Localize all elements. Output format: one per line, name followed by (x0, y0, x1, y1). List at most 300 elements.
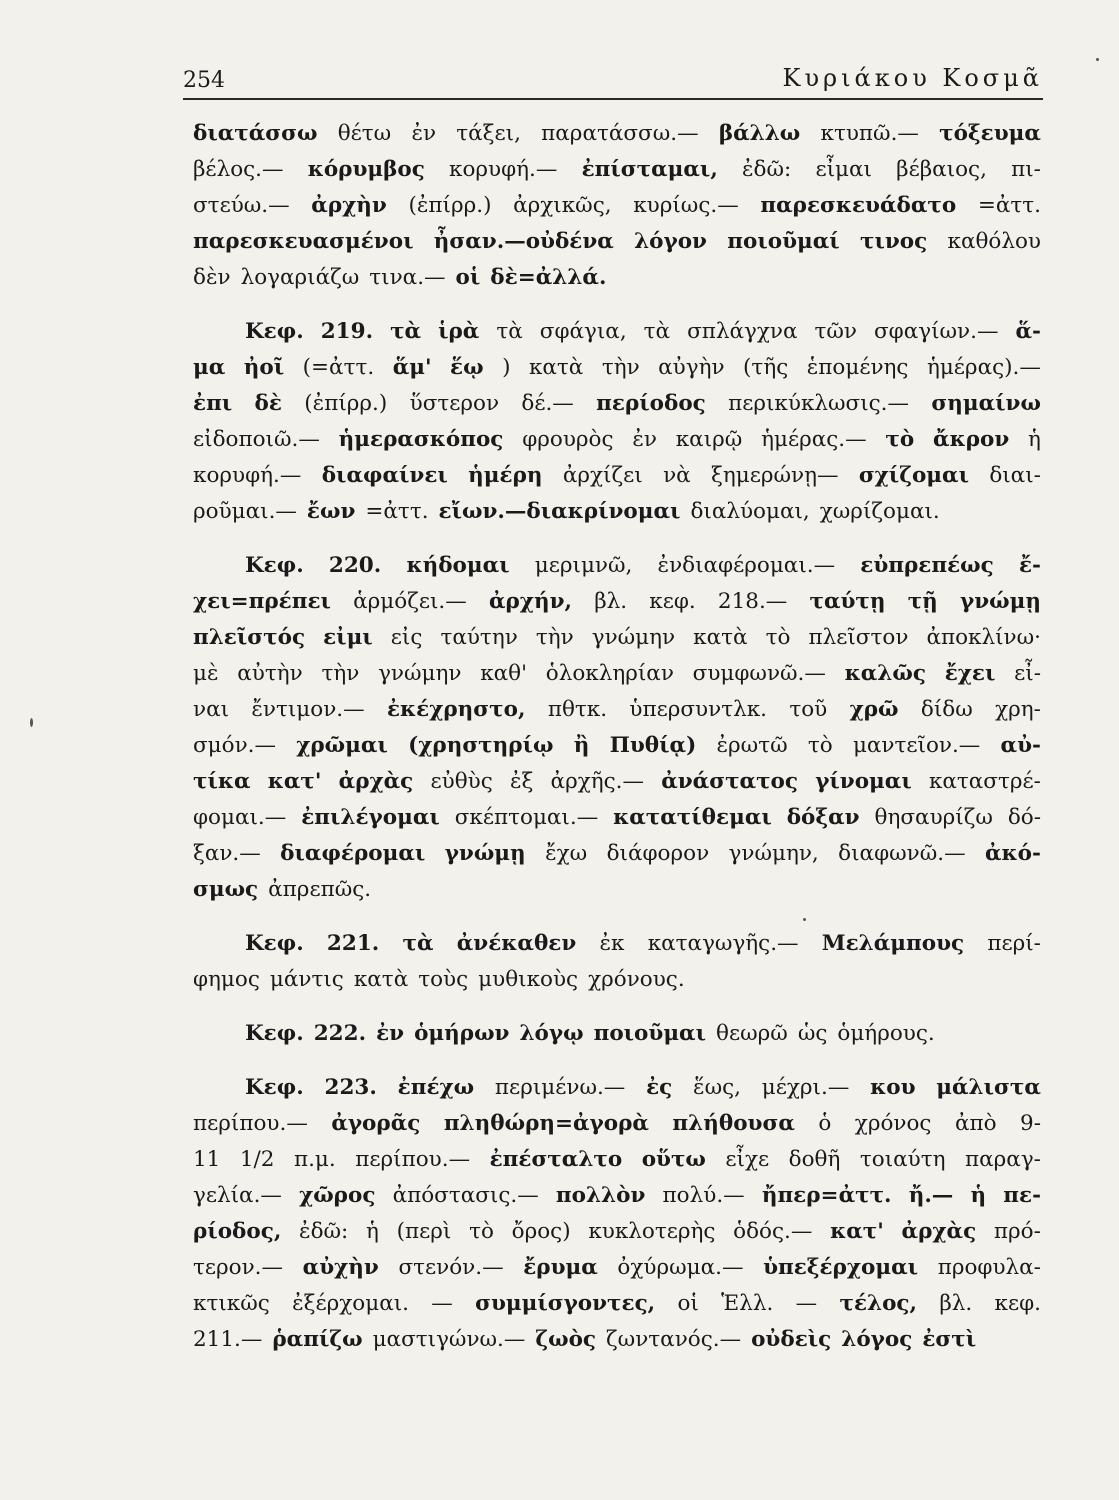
word: Κεφ. (245, 319, 304, 344)
word: 220. (328, 553, 382, 578)
text-line (193, 1178, 1041, 1214)
page-number: 254 (183, 68, 225, 93)
word: τίκα (193, 769, 251, 794)
word: Κεφ. (245, 1075, 304, 1100)
text-line (193, 422, 1041, 458)
word: καταστρέ- (928, 769, 1041, 794)
page-header (183, 62, 1043, 96)
word: τῇ (907, 589, 938, 614)
word: γνώμῃ (444, 841, 526, 866)
word: ἅ- (1015, 319, 1041, 344)
word: πε- (1003, 1183, 1041, 1208)
word: ἡμερασκόπος (338, 427, 504, 452)
word: π.μ. (293, 1147, 336, 1172)
word: φημος (193, 967, 260, 992)
word: βάλλω (718, 121, 801, 146)
word: ὑπεξέρχομαι (763, 1255, 919, 1280)
paragraph-gap (193, 296, 1041, 314)
word: περίπου.— (355, 1147, 471, 1172)
text-line (193, 962, 1041, 998)
paragraph-gap (193, 998, 1041, 1016)
word: πι- (1011, 157, 1041, 182)
word: κορυφή.— (449, 157, 558, 182)
word: ξαν.— (193, 841, 261, 866)
word: φομαι.— (193, 805, 287, 830)
word: — (795, 1291, 818, 1316)
word: μάλιστα (936, 1075, 1041, 1100)
word: συμφωνῶ.— (692, 661, 826, 686)
word: αὐχὴν (302, 1255, 379, 1280)
word: παραγ- (965, 1147, 1041, 1172)
word: κατ' (267, 769, 322, 794)
running-title: Κυριάκου Κοσμᾶ (782, 64, 1043, 92)
word: ἤ.— (908, 1183, 954, 1208)
word: τὰ (390, 319, 422, 344)
word: αὐ- (1000, 733, 1041, 758)
word: κατὰ (528, 355, 584, 380)
word: διαφωνῶ.— (838, 841, 966, 866)
word: καταγωγῆς.— (647, 931, 799, 956)
word: Μελάμπους (821, 931, 965, 956)
word: ἀρχικῶς, (513, 193, 612, 218)
word: μεριμνῶ, (534, 553, 633, 578)
text-line (193, 260, 1041, 296)
word: τοῦ (789, 697, 828, 722)
word: χρόνους. (588, 967, 685, 992)
word: ἐπέσταλτο (489, 1147, 623, 1172)
word: πθτκ. (547, 697, 608, 722)
word: τοιαύτη (859, 1147, 946, 1172)
word: μαστιγώνω.— (372, 1327, 526, 1352)
word: βλ. (939, 1291, 973, 1316)
word: τὴν (601, 355, 640, 380)
word: τάξει, (456, 121, 521, 146)
text-line (193, 1142, 1041, 1178)
word: παρατάσσω.— (541, 121, 699, 146)
text-line (193, 1322, 1041, 1358)
word: =ἀττ. (365, 499, 429, 524)
word: δὲ=ἀλλά. (490, 265, 607, 290)
word: ἐκέχρηστο, (386, 697, 526, 722)
word: ὡς (797, 1021, 828, 1046)
word: μυθικοὺς (478, 967, 579, 992)
word: καθ' (480, 661, 528, 686)
word: ἀκό- (985, 841, 1041, 866)
scan-speck (803, 918, 806, 921)
word: δόξαν (786, 805, 860, 830)
word: (ἐπίρρ.) (408, 193, 492, 218)
scan-speck (30, 718, 33, 727)
word: λόγον (634, 229, 707, 254)
word: ) (502, 355, 511, 380)
text-line (193, 620, 1041, 656)
paragraph (193, 1070, 1041, 1358)
word: παρεσκευασμένοι (193, 229, 414, 254)
word: ἤπερ=ἀττ. (761, 1183, 892, 1208)
word: σπλάγχνα (687, 319, 798, 344)
word: ἔρυμα (523, 1255, 598, 1280)
word: γίνομαι (815, 769, 912, 794)
word: διαι- (989, 463, 1041, 488)
word: (=ἀττ. (302, 355, 375, 380)
word: ἐν (376, 1021, 405, 1046)
word: Ἑλλ. (721, 1291, 774, 1316)
word: περίοδος (596, 391, 706, 416)
word: προφυλα- (937, 1255, 1041, 1280)
text-line (193, 872, 1041, 908)
word: τόξευμα (939, 121, 1041, 146)
word: τερον.— (193, 1255, 284, 1280)
word: ἀρχίζει (562, 463, 643, 488)
word: Κεφ. (245, 1021, 304, 1046)
word: σημαίνω (931, 391, 1041, 416)
word: βέλος.— (193, 157, 284, 182)
word: στενόν.— (398, 1255, 504, 1280)
word: 223. (324, 1075, 377, 1100)
word: κατ' (830, 1219, 884, 1244)
word: χρόνος (854, 1111, 932, 1136)
word: κορυφή.— (193, 463, 302, 488)
text-line (193, 1016, 1041, 1052)
word: φρουρὸς (522, 427, 614, 452)
word: μὲ (193, 661, 219, 686)
word: ἀπόστασις.— (392, 1183, 539, 1208)
word: τὴν (321, 661, 360, 686)
word: ἕῳ (450, 355, 484, 380)
word: Κεφ. (245, 931, 304, 956)
word: ἐπι (193, 391, 233, 416)
word: ἠοῖ (243, 355, 285, 380)
word: οὐδεὶς (751, 1327, 832, 1352)
word: στεύω.— (193, 193, 290, 218)
word: καθόλου (947, 229, 1041, 254)
word: 9- (1020, 1111, 1041, 1136)
paragraph (193, 314, 1041, 530)
word: =ἀττ. (977, 193, 1041, 218)
word: θέτω (337, 121, 392, 146)
word: κυρίως.— (633, 193, 739, 218)
word: δέ.— (521, 391, 574, 416)
word: θεωρῶ (716, 1021, 788, 1046)
word: ζωὸς (535, 1327, 597, 1352)
word: χρη- (995, 697, 1041, 722)
word: λόγῳ (519, 1021, 584, 1046)
word: ἐκ (599, 931, 625, 956)
word: πλεῖστον (808, 625, 909, 650)
word: τὰ (402, 931, 434, 956)
word: ξημερώνῃ— (711, 463, 839, 488)
word: εὐθὺς (430, 769, 493, 794)
word: ζωντανός.— (606, 1327, 742, 1352)
word: ἀποκλίνω· (926, 625, 1041, 650)
word: σμόν.— (193, 733, 276, 758)
text-line (193, 350, 1041, 386)
text-line (193, 314, 1041, 350)
word: πολύ.— (662, 1183, 745, 1208)
word: διατάσσω (193, 121, 318, 146)
word: ἔων (306, 499, 356, 524)
word: ὁμήρους. (837, 1021, 935, 1046)
word: ὁμήρων (414, 1021, 510, 1046)
commentary-body (193, 116, 1041, 1358)
word: Κεφ. (245, 553, 304, 578)
word: ἐρωτῶ (716, 733, 788, 758)
text-line (193, 584, 1041, 620)
text-line (193, 800, 1041, 836)
word: γελία.— (193, 1183, 282, 1208)
word: λόγος (841, 1327, 913, 1352)
word: εἶ- (1014, 661, 1041, 686)
word: τὸ (765, 625, 791, 650)
word: ἐς (646, 1075, 673, 1100)
word: μέχρι.— (761, 1075, 850, 1100)
word: κου (870, 1075, 916, 1100)
word: ἀρχὰς (901, 1219, 977, 1244)
word: περικύκλωσις.— (728, 391, 910, 416)
word: κεφ. (649, 589, 696, 614)
word: 218.— (717, 589, 788, 614)
word: τοὺς (418, 967, 469, 992)
paragraph (193, 548, 1041, 908)
word: ἔχει (944, 661, 996, 686)
word: ἀπρεπῶς. (268, 877, 372, 902)
word: τὸ (469, 1219, 494, 1244)
word: ἕως, (693, 1075, 741, 1100)
word: κήδομαι (406, 553, 510, 578)
word: ἀπὸ (954, 1111, 997, 1136)
word: (περὶ (396, 1219, 452, 1244)
word: εἶχε (725, 1147, 770, 1172)
word: αὐγὴν (658, 355, 725, 380)
word: τὰ (496, 319, 523, 344)
word: ἐν (411, 121, 437, 146)
word: μα (193, 355, 226, 380)
word: χρῶμαι (296, 733, 388, 758)
word: γνώμην (591, 625, 676, 650)
word: ἀρχήν, (488, 589, 572, 614)
text-line (193, 692, 1041, 728)
word: ὁδός.— (733, 1219, 813, 1244)
word: μαντεῖον.— (852, 733, 981, 758)
word: 11 (193, 1147, 221, 1172)
word: ποιοῦμαι (593, 1021, 707, 1046)
word: τὴν (535, 625, 574, 650)
scan-speck (1096, 58, 1099, 61)
word: διάφορον (606, 841, 710, 866)
word: ταύτῃ (809, 589, 886, 614)
word: ἡ (1028, 427, 1041, 452)
word: κατὰ (693, 625, 748, 650)
word: ἀρχὴν (311, 193, 387, 218)
word: ὀχύρωμα.— (617, 1255, 744, 1280)
word: δό- (1007, 805, 1041, 830)
word: τὸ (807, 733, 833, 758)
word: αὐτὴν (237, 661, 303, 686)
word: εἰς (390, 625, 423, 650)
word: χῶρος (299, 1183, 376, 1208)
word: ῥαπίζω (272, 1327, 363, 1352)
word: ἅμ' (392, 355, 432, 380)
word: 211.— (193, 1327, 263, 1352)
text-line (193, 728, 1041, 764)
word: ἐπέχω (397, 1075, 475, 1100)
word: καλῶς (844, 661, 926, 686)
text-line (193, 1250, 1041, 1286)
word: γνώμην, (728, 841, 819, 866)
word: κόρυμβος (307, 157, 425, 182)
word: ἦσαν.—οὐδένα (433, 229, 614, 254)
word: τῶν (814, 319, 857, 344)
paragraph-gap (193, 530, 1041, 548)
word: σκέπτομαι.— (454, 805, 599, 830)
word: δίδω (920, 697, 973, 722)
word: βέβαιος, (896, 157, 987, 182)
word: ἱρὰ (438, 319, 480, 344)
word: ἔντιμον.— (251, 697, 365, 722)
word: ἐνδιαφέρομαι.— (657, 553, 836, 578)
word: ἀνάστατος (661, 769, 798, 794)
word: οὕτω (641, 1147, 706, 1172)
word: δὲν (193, 265, 231, 290)
word: (τῆς (743, 355, 789, 380)
word: ποιοῦμαί (727, 229, 840, 254)
text-line (193, 1286, 1041, 1322)
word: χρῶ (849, 697, 899, 722)
word: ροῦμαι.— (193, 499, 297, 524)
word: ἄκρον (933, 427, 1010, 452)
word: (ἐπίρρ.) (304, 391, 388, 416)
word: τὰ (643, 319, 671, 344)
word: κεφ. (994, 1291, 1041, 1316)
word: τέλος, (839, 1291, 918, 1316)
word: ἀγορᾶς (331, 1111, 421, 1136)
word: ἐπιλέγομαι (301, 805, 440, 830)
paragraph (193, 1016, 1041, 1052)
word: περί- (987, 931, 1041, 956)
word: 219. (320, 319, 374, 344)
text-line (193, 926, 1041, 962)
word: συμμίσγοντες, (475, 1291, 656, 1316)
word: τὸ (885, 427, 915, 452)
word: πλεῖστός (193, 625, 306, 650)
word: 1/2 (239, 1147, 275, 1172)
word: ἐπίσταμαι, (581, 157, 718, 182)
word: — (431, 1291, 453, 1316)
word: (χρηστηρίῳ (408, 733, 554, 758)
word: κατατίθεμαι (613, 805, 772, 830)
word: δοθῆ (788, 1147, 841, 1172)
text-line (193, 152, 1041, 188)
word: πλήθουσα (672, 1111, 795, 1136)
word: θησαυρίζω (874, 805, 993, 830)
word: ἀνέκαθεν (456, 931, 577, 956)
word: ρίοδος, (193, 1219, 282, 1244)
word: σφάγια, (539, 319, 627, 344)
word: ἐξέρχομαι. (292, 1291, 409, 1316)
word: κτικῶς (193, 1291, 270, 1316)
word: ταύτην (440, 625, 518, 650)
word: εἴων.—διακρίνομαι (438, 499, 681, 524)
text-line (193, 386, 1041, 422)
text-line (193, 458, 1041, 494)
word: λογαριάζω (240, 265, 360, 290)
word: μάντις (269, 967, 344, 992)
word: χει=πρέπει (193, 589, 331, 614)
word: διαφέρομαι (280, 841, 426, 866)
word: δὲ (254, 391, 282, 416)
word: ἢ (573, 733, 590, 758)
word: διαφαίνει (321, 463, 448, 488)
word: νὰ (663, 463, 691, 488)
word: πολλὸν (555, 1183, 646, 1208)
header-rule (183, 98, 1043, 100)
word: ναι (193, 697, 230, 722)
word: ἐδῶ: (742, 157, 792, 182)
word: ἀρχῆς.— (550, 769, 644, 794)
word: οἱ (455, 265, 481, 290)
word: σφαγίων.— (874, 319, 999, 344)
word: ἀρχὰς (338, 769, 414, 794)
text-line (193, 116, 1041, 152)
text-line (193, 224, 1041, 260)
word: ἡ (970, 1183, 987, 1208)
word: ἡ (366, 1219, 379, 1244)
word: σμως (193, 877, 259, 902)
word: ὄρος) (511, 1219, 571, 1244)
word: κυκλοτερὴς (588, 1219, 716, 1244)
text-line (193, 548, 1041, 584)
word: τινος (859, 229, 928, 254)
word: ὁ (818, 1111, 832, 1136)
word: κτυπῶ.— (820, 121, 919, 146)
word: 221. (326, 931, 380, 956)
text-line (193, 1106, 1041, 1142)
word: κατὰ (353, 967, 409, 992)
word: παρεσκευάδατο (760, 193, 957, 218)
word: ἡμέρη (468, 463, 543, 488)
text-line (193, 188, 1041, 224)
word: πρό- (993, 1219, 1041, 1244)
word: ἐν (632, 427, 657, 452)
word: τινα.— (369, 265, 446, 290)
text-line (193, 1070, 1041, 1106)
word: καιρῷ (675, 427, 743, 452)
text-line (193, 836, 1041, 872)
word: ὕστερον (409, 391, 500, 416)
word: σχίζομαι (858, 463, 969, 488)
word: ἐδῶ: (299, 1219, 349, 1244)
word: ὑπερσυντλκ. (629, 697, 767, 722)
word: διαλύομαι, (690, 499, 810, 524)
paragraph-gap (193, 908, 1041, 926)
word: ἡμέρας.— (761, 427, 867, 452)
word: ἔχω (545, 841, 588, 866)
word: ἡμέρας).— (926, 355, 1041, 380)
word: γνώμῃ (960, 589, 1041, 614)
word: 222. (313, 1021, 367, 1046)
word: εἰδοποιῶ.— (193, 427, 320, 452)
paragraph-gap (193, 1052, 1041, 1070)
text-line (193, 1214, 1041, 1250)
word: εἶμαι (815, 157, 872, 182)
word: γνώμην (378, 661, 462, 686)
word: βλ. (594, 589, 628, 614)
word: περιμένω.— (494, 1075, 626, 1100)
paragraph (193, 116, 1041, 296)
word: οἱ (677, 1291, 699, 1316)
word: ἔ- (1018, 553, 1041, 578)
text-line (193, 656, 1041, 692)
